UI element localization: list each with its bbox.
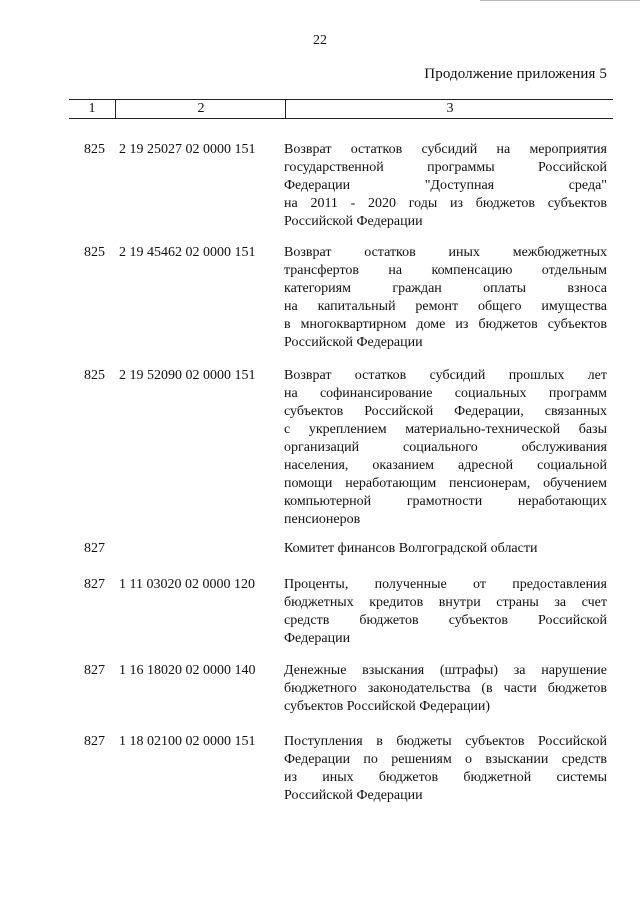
admin-code: 827 xyxy=(84,663,105,678)
description-line: Возврат остатков субсидий прошлых лет xyxy=(284,368,607,383)
description-line: с укреплением материально-технической базы xyxy=(284,422,607,437)
description-line: на 2011 - 2020 годы из бюджетов субъектов xyxy=(284,196,607,211)
admin-code: 825 xyxy=(84,368,105,383)
description-line: Денежные взыскания (штрафы) за нарушение xyxy=(284,663,607,678)
description-line: компьютерной грамотности неработающих xyxy=(284,494,607,509)
revenue-description xyxy=(284,244,607,352)
table-header xyxy=(69,99,613,119)
header-col-1: 1 xyxy=(88,101,96,116)
page-number: 22 xyxy=(313,33,327,48)
revenue-description xyxy=(284,367,607,529)
revenue-code: 2 19 45462 02 0000 151 xyxy=(119,245,256,260)
description-line: субъектов Российской Федерации, связанных xyxy=(284,404,607,419)
revenue-code: 2 19 52090 02 0000 151 xyxy=(119,368,256,383)
description-line: государственной программы Российской xyxy=(284,160,607,175)
admin-code: 825 xyxy=(84,245,105,260)
description-line: из иных бюджетов бюджетной системы xyxy=(284,770,607,785)
description-line: населения, оказанием адресной социальной xyxy=(284,458,607,473)
revenue-description xyxy=(284,733,607,805)
revenue-code: 1 18 02100 02 0000 151 xyxy=(119,734,256,749)
admin-code: 827 xyxy=(84,577,105,592)
description-line: Поступления в бюджеты субъектов Российской xyxy=(284,734,607,749)
admin-code: 827 xyxy=(84,541,105,556)
description-line: категориям граждан оплаты взноса xyxy=(284,281,607,296)
description-line: на капитальный ремонт общего имущества xyxy=(284,299,607,314)
continuation-title: Продолжение приложения 5 xyxy=(424,66,607,82)
revenue-description xyxy=(284,540,607,558)
description-line: помощи неработающим пенсионерам, обучением xyxy=(284,476,607,491)
header-col-3: 3 xyxy=(285,100,614,118)
revenue-description xyxy=(284,662,607,716)
description-line: Российской Федерации xyxy=(284,788,423,803)
description-line: Возврат остатков субсидий на мероприятия xyxy=(284,142,607,157)
scan-edge-mark xyxy=(480,0,640,1)
description-line: субъектов Российской Федерации) xyxy=(284,699,491,714)
admin-code: 825 xyxy=(84,142,105,157)
description-line: Возврат остатков иных межбюджетных xyxy=(284,245,607,260)
description-line: бюджетных кредитов внутри страны за счет xyxy=(284,595,607,610)
description-line: Российской Федерации xyxy=(284,335,423,350)
revenue-code: 1 16 18020 02 0000 140 xyxy=(119,663,256,678)
description-line: Комитет финансов Волгоградской области xyxy=(284,541,538,556)
description-line: Проценты, полученные от предоставления xyxy=(284,577,607,592)
description-line: трансфертов на компенсацию отдельным xyxy=(284,263,607,278)
admin-code: 827 xyxy=(84,734,105,749)
description-line: Федерации "Доступная среда" xyxy=(284,178,607,193)
revenue-code: 1 11 03020 02 0000 120 xyxy=(119,577,255,592)
description-line: Федерации xyxy=(284,631,351,646)
header-col-2: 2 xyxy=(115,100,286,118)
revenue-description xyxy=(284,576,607,648)
description-line: организаций социального обслуживания xyxy=(284,440,607,455)
revenue-code: 2 19 25027 02 0000 151 xyxy=(119,142,256,157)
description-line: в многоквартирном доме из бюджетов субъектов xyxy=(284,317,607,332)
description-line: Российской Федерации xyxy=(284,214,423,229)
description-line: средств бюджетов субъектов Российской xyxy=(284,613,607,628)
description-line: Федерации по решениям о взыскании средств xyxy=(284,752,607,767)
description-line: бюджетного законодательства (в части бюджетов xyxy=(284,681,607,696)
description-line: на софинансирование социальных программ xyxy=(284,386,607,401)
revenue-description xyxy=(284,141,607,231)
description-line: пенсионеров xyxy=(284,512,361,527)
